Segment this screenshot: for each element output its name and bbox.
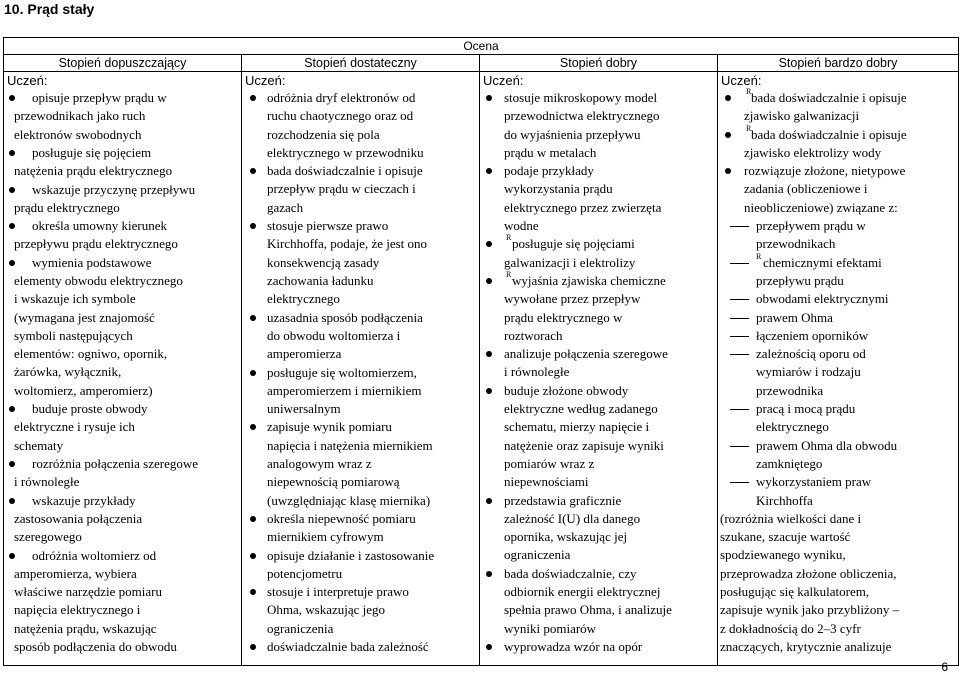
col3-item-line: podaje przykłady	[504, 163, 594, 179]
col3-item-line: przewodnictwa elektrycznego	[504, 108, 660, 124]
col3-item-line: natężenie oraz zapisuje wyniki	[504, 437, 664, 453]
grade-header-1: Stopień dopuszczający	[4, 55, 242, 72]
bullet-icon	[486, 351, 492, 357]
col1-item-line: natężenia prądu, wskazując	[14, 620, 157, 636]
bullet-icon	[250, 223, 256, 229]
col4-subitem-line: obwodami elektrycznymi	[756, 291, 889, 307]
col4-closing-line: przeprowadza złożone obliczenia,	[720, 565, 897, 581]
col1-item-line: (wymagana jest znajomość	[14, 309, 155, 325]
bullet-icon	[725, 95, 731, 101]
dash-icon	[730, 263, 749, 264]
col3-item-line: zależność I(U) dla danego	[504, 510, 641, 526]
col1-item-line: prądu elektrycznego	[14, 199, 120, 215]
col1-item-line: sposób podłączenia do obwodu	[14, 638, 177, 654]
col1-item-line: elektryczne i rysuje ich	[14, 419, 135, 435]
col4-closing-line: (rozróżnia wielkości dane i	[720, 510, 862, 526]
col3-item-line: schematu, mierzy napięcie i	[504, 419, 650, 435]
col2-item-line: miernikiem cyfrowym	[267, 529, 384, 545]
col1-item	[4, 144, 172, 181]
col1-item-line: elementy obwodu elektrycznego	[14, 272, 183, 288]
uczen-label: Uczeń:	[245, 73, 286, 88]
col1-item-line: rozróżnia połączenia szeregowe	[32, 456, 199, 471]
col3-item-line: pomiarów wraz z	[504, 455, 595, 471]
col4-item-line: zjawisko galwanizacji	[744, 108, 860, 124]
col2-item-line: ruchu chaotycznego oraz od	[267, 108, 414, 124]
col1-item	[4, 181, 195, 218]
col2-item	[267, 89, 424, 162]
column-bardzo-dobry	[718, 72, 959, 666]
col3-item-line: bada doświadczalnie, czy	[504, 565, 637, 581]
col3-item-line: wykorzystania prądu	[504, 181, 613, 197]
bullet-icon	[250, 516, 256, 522]
col3-item-line: wyjaśnia zjawiska chemiczne	[512, 273, 666, 288]
col1-item-line: przepływu prądu elektrycznego	[14, 236, 178, 252]
col2-item	[267, 510, 416, 547]
col2-item-line: elektrycznego w przewodniku	[267, 144, 424, 160]
col1-item-line: odróżnia woltomierz od	[32, 547, 157, 563]
dash-icon	[730, 446, 749, 447]
col4-item	[744, 123, 907, 163]
col1-item	[4, 89, 167, 144]
r-marker: R	[746, 123, 752, 133]
col4-subitem-line: Kirchhoffa	[756, 492, 813, 508]
col2-item-line: bada doświadczalnie i opisuje	[267, 163, 423, 179]
col1-item	[4, 547, 177, 657]
col4-closing-line: znaczących, krytycznie analizuje	[720, 638, 892, 654]
col3-item-line: posługuje się pojęciami	[512, 236, 635, 252]
col1-item-line: elektronów swobodnych	[14, 126, 142, 142]
col1-item-line: zastosowania połączenia	[14, 510, 143, 526]
col1-item-line: opisuje przepływ prądu w	[32, 90, 167, 105]
col2-item-line: (uwzględniając klasę miernika)	[267, 492, 431, 508]
col4-item-line: bada doświadczalnie i opisuje	[751, 126, 907, 142]
col1-item	[4, 455, 198, 492]
bullet-icon	[486, 168, 492, 174]
col1-item	[4, 400, 148, 455]
ocena-header: Ocena	[4, 38, 959, 55]
col2-item	[267, 217, 427, 308]
bullet-icon	[250, 553, 256, 559]
col3-item-line: i równoległe	[504, 364, 570, 380]
col3-item	[504, 345, 668, 382]
bullet-icon	[250, 424, 256, 430]
bullet-icon	[250, 644, 256, 650]
col2-item-line: posługuje się woltomierzem,	[267, 364, 417, 380]
col3-item-line: prądu elektrycznego w	[504, 309, 623, 325]
col2-item-line: napięcia i natężenia miernikiem	[267, 437, 433, 453]
col1-item-line: szeregowego	[14, 529, 82, 545]
col2-item-line: potencjometru	[267, 565, 343, 581]
col4-item-line: nieobliczeniowe) związane z:	[744, 199, 898, 215]
col1-item-line: woltomierz, amperomierz)	[14, 382, 153, 398]
bullet-icon	[486, 388, 492, 394]
col1-item-line: buduje proste obwody	[32, 401, 148, 417]
grade-header-4: Stopień bardzo dobry	[718, 55, 959, 72]
col4-subitem	[756, 309, 833, 327]
col3-item-line: elektrycznego przez zwierzęta	[504, 199, 662, 215]
col3-item-line: galwanizacji i elektrolizy	[504, 254, 636, 270]
col1-item	[4, 254, 183, 400]
col4-closing-line: zapisuje wynik jako przybliżony –	[720, 602, 900, 618]
uczen-label: Uczeń:	[483, 73, 524, 88]
col3-item	[504, 382, 664, 492]
col1-item-line: wskazuje przykłady	[32, 492, 136, 508]
col3-item	[504, 272, 666, 345]
col1-item-line: wymienia podstawowe	[32, 254, 152, 270]
col2-item-line: do obwodu woltomierza i	[267, 327, 401, 343]
col4-item	[744, 162, 905, 217]
uczen-label: Uczeń:	[7, 73, 48, 88]
uczen-label: Uczeń:	[721, 73, 762, 88]
col1-item	[4, 217, 178, 254]
col4-content	[718, 89, 958, 665]
bullet-icon	[250, 168, 256, 174]
col1-item	[4, 492, 142, 547]
r-marker: R	[756, 251, 762, 261]
col2-item-line: Ohma, wskazując jego	[267, 602, 386, 618]
r-marker: R	[746, 87, 752, 96]
col4-subitem-line: pracą i mocą prądu	[756, 401, 856, 417]
col4-subitem	[756, 217, 866, 254]
col4-subitem-line: przepływem prądu w	[756, 218, 866, 234]
col1-item-line: schematy	[14, 437, 64, 453]
col2-item	[267, 547, 434, 584]
col2-item-line: Kirchhoffa, podaje, że jest ono	[267, 236, 428, 252]
bullet-icon	[250, 589, 256, 595]
col2-content	[242, 89, 479, 665]
bullet-icon	[486, 644, 492, 650]
col4-subitem	[756, 290, 889, 308]
col3-item-line: buduje złożone obwody	[504, 382, 629, 398]
col3-item	[504, 89, 660, 162]
dash-icon	[730, 226, 749, 227]
col3-item-line: elektryczne według zadanego	[504, 401, 658, 417]
dash-icon	[730, 299, 749, 300]
col2-item-line: przepływ prądu w cieczach i	[267, 181, 416, 197]
dash-icon	[730, 318, 749, 319]
col4-subitem	[756, 251, 882, 291]
column-dostateczny	[242, 72, 480, 666]
col1-item-line: i równoległe	[14, 474, 80, 490]
bullet-icon	[486, 498, 492, 504]
col4-subitem-line: wykorzystaniem praw	[756, 474, 872, 490]
col2-item	[267, 162, 423, 217]
col2-item-line: gazach	[267, 199, 304, 215]
col2-item-line: określa niepewność pomiaru	[267, 510, 416, 526]
col3-item-line: odbiornik energii elektrycznej	[504, 584, 661, 600]
dash-icon	[730, 336, 749, 337]
col1-item-line: wskazuje przyczynę przepływu	[32, 181, 196, 197]
page-number: 6	[941, 660, 948, 674]
col4-subitem-line: przewodnikach	[756, 236, 836, 252]
col2-item-line: ograniczenia	[267, 620, 334, 636]
col3-item-line: stosuje mikroskopowy model	[504, 90, 658, 105]
col4-closing-line: spodziewanego wyniku,	[720, 547, 846, 563]
col4-subitem-line: przewodnika	[756, 382, 824, 398]
col1-item-line: i wskazuje ich symbole	[14, 291, 136, 307]
col2-item-line: zachowania ładunku	[267, 272, 374, 288]
col1-content	[4, 89, 241, 665]
bullet-icon	[486, 278, 492, 284]
col4-subitem-line: zamkniętego	[756, 455, 823, 471]
col3-content	[480, 89, 717, 665]
col2-item-line: opisuje działanie i zastosowanie	[267, 547, 435, 563]
bullet-icon	[725, 168, 731, 174]
col4-subitem	[756, 345, 866, 400]
col4-subitem-line: elektrycznego	[756, 419, 829, 435]
col3-item	[504, 638, 642, 656]
col3-item-line: wodne	[504, 218, 539, 234]
bullet-icon	[250, 370, 256, 376]
section-title: 10. Prąd stały	[4, 1, 95, 17]
col3-item-line: opornika, wskazując jej	[504, 529, 628, 545]
col4-subitem	[756, 327, 868, 345]
col3-item-line: analizuje połączenia szeregowe	[504, 346, 668, 362]
bullet-icon	[250, 315, 256, 321]
col4-item-line: rozwiązuje złożone, nietypowe	[744, 163, 906, 179]
col4-item	[744, 89, 907, 126]
col3-item-line: niepewnościami	[504, 474, 589, 490]
r-marker: R	[506, 270, 512, 279]
col4-subitem-line: przepływu prądu	[756, 272, 844, 288]
col1-item-line: przewodnikach jako ruch	[14, 108, 146, 124]
column-dopuszczajacy	[4, 72, 242, 666]
col2-item-line: konsekwencją zasady	[267, 254, 380, 270]
col1-item-line: żarówka, wyłącznik,	[14, 364, 122, 380]
col2-item-line: niepewnością pomiarową	[267, 474, 400, 490]
requirements-table	[3, 37, 959, 666]
dash-icon	[730, 409, 749, 410]
col1-item-line: określa umowny kierunek	[32, 218, 168, 234]
col3-item-line: przedstawia graficznie	[504, 492, 622, 508]
col1-item-line: natężenia prądu elektrycznego	[14, 163, 173, 179]
grade-header-2: Stopień dostateczny	[242, 55, 480, 72]
col2-item	[267, 583, 409, 638]
col1-item-line: symboli następujących	[14, 327, 133, 343]
col3-item	[504, 492, 640, 565]
col1-item-line: posługuje się pojęciem	[32, 144, 152, 160]
col1-item-line: napięcia elektrycznego i	[14, 602, 141, 618]
col4-closing-line: posługując się kalkulatorem,	[720, 584, 870, 600]
col4-closing	[720, 510, 899, 656]
col3-item-line: ograniczenia	[504, 547, 571, 563]
col4-subitem-line: łączeniem oporników	[756, 327, 869, 343]
col1-item-line: właściwe narzędzie pomiaru	[14, 584, 162, 600]
col2-item-line: stosuje i interpretuje prawo	[267, 584, 409, 600]
column-dobry	[480, 72, 718, 666]
r-marker: R	[506, 233, 512, 243]
col2-item-line: stosuje pierwsze prawo	[267, 218, 389, 234]
col4-subitem-line: prawem Ohma	[756, 309, 833, 325]
col4-item-line: bada doświadczalnie i opisuje	[751, 90, 907, 105]
dash-icon	[730, 482, 749, 483]
col4-subitem	[756, 400, 855, 437]
col3-item	[504, 235, 635, 272]
col2-item	[267, 638, 429, 656]
col2-item-line: zapisuje wynik pomiaru	[267, 419, 392, 435]
bullet-icon	[486, 95, 492, 101]
dash-icon	[730, 354, 749, 355]
col1-item-line: elementów: ogniwo, opornik,	[14, 346, 168, 362]
col2-item-line: analogowym wraz z	[267, 455, 372, 471]
col4-subitem	[756, 473, 871, 510]
col2-item-line: rozchodzenia się pola	[267, 126, 380, 142]
col2-item-line: odróżnia dryf elektronów od	[267, 90, 416, 105]
col4-subitem-line: prawem Ohma dla obwodu	[756, 437, 898, 453]
col2-item-line: uzasadnia sposób podłączenia	[267, 309, 423, 325]
bullet-icon	[250, 95, 256, 101]
col3-item-line: spełnia prawo Ohma, i analizuje	[504, 602, 672, 618]
col4-item-line: zadania (obliczeniowe i	[744, 181, 868, 197]
col4-subitem-line: wymiarów i rodzaju	[756, 364, 861, 380]
col2-item	[267, 364, 422, 419]
col3-item-line: wyniki pomiarów	[504, 620, 597, 636]
col2-item-line: doświadczalnie bada zależność	[267, 639, 429, 654]
col3-item-line: roztworach	[504, 327, 563, 343]
col2-item-line: amperomierzem i miernikiem	[267, 382, 422, 398]
col3-item-line: wyprowadza wzór na opór	[504, 639, 643, 654]
col2-item-line: elektrycznego	[267, 291, 340, 307]
col3-item-line: wywołane przez przepływ	[504, 291, 641, 307]
grade-header-3: Stopień dobry	[480, 55, 718, 72]
col4-closing-line: szukane, szacuje wartość	[720, 529, 851, 545]
col1-item-line: amperomierza, wybiera	[14, 565, 137, 581]
col2-item-line: amperomierza	[267, 346, 342, 362]
bullet-icon	[486, 241, 492, 247]
bullet-icon	[486, 571, 492, 577]
col4-subitem	[756, 437, 897, 474]
col2-item-line: uniwersalnym	[267, 401, 341, 417]
col2-item	[267, 309, 423, 364]
col4-subitem-line: chemicznymi efektami	[763, 254, 882, 270]
col3-item	[504, 565, 672, 638]
col4-closing-line: z dokładnością do 2–3 cyfr	[720, 620, 861, 636]
col3-item-line: do wyjaśnienia przepływu	[504, 126, 641, 142]
bullet-icon	[725, 132, 731, 138]
col3-item	[504, 162, 661, 235]
col3-item-line: prądu w metalach	[504, 144, 597, 160]
col4-item-line: zjawisko elektrolizy wody	[744, 144, 882, 160]
col2-item	[267, 418, 433, 509]
col4-subitem-line: zależnością oporu od	[756, 346, 866, 362]
